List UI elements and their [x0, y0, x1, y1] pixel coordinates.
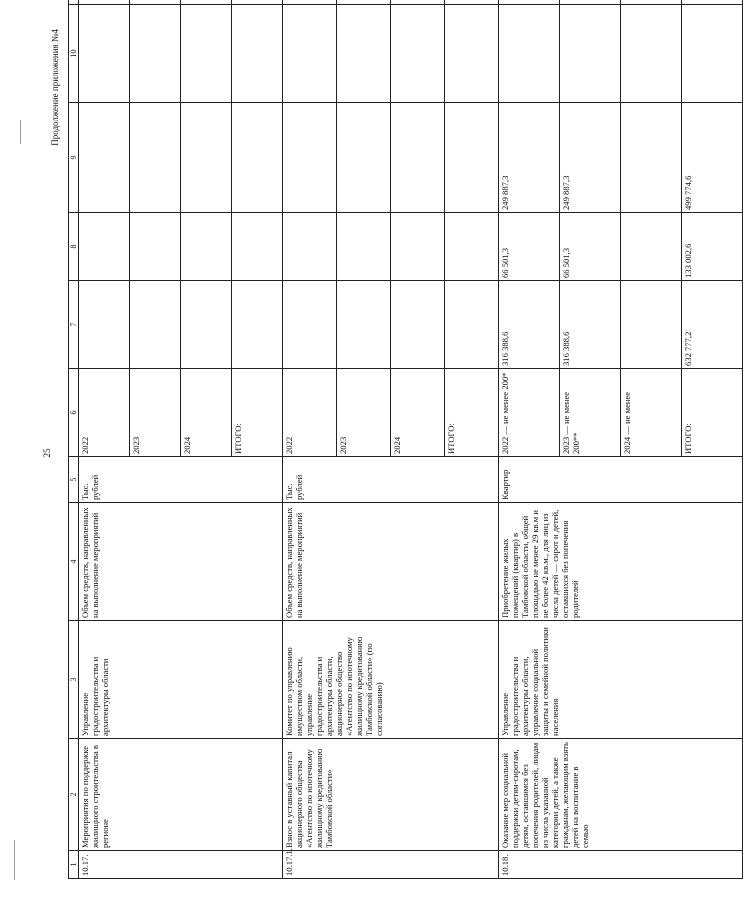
indicator: Приобретение жилых помещений (квартир) в Тамбовской области, общей площадью не менее 29 кв.м и не более 42 кв.м., для лиц из числа детей — сирот и детей, оставшихся без попечения родителей: [499, 502, 743, 620]
value-c11: [499, 0, 560, 4]
col-number: 6: [69, 368, 79, 456]
value-c8: [337, 212, 391, 280]
value-c9: [130, 102, 181, 212]
value-c8: 133 002,6: [682, 212, 743, 280]
period-total: ИТОГО:: [232, 368, 283, 456]
value-c9: 249 887,3: [499, 102, 560, 212]
table-row: [79, 0, 130, 878]
value-c10: [283, 4, 337, 102]
rotated-page-content: [40, 23, 693, 883]
value-c8: [181, 212, 232, 280]
period: 2024: [391, 368, 445, 456]
value-c11: [283, 0, 337, 4]
value-c11: [682, 0, 743, 4]
period: 2024: [181, 368, 232, 456]
value-c10: [445, 4, 499, 102]
value-c7: [79, 280, 130, 368]
value-c10: [682, 4, 743, 102]
program-measures-table: [68, 0, 743, 879]
value-c10: [560, 4, 621, 102]
indicator: Объем средств, направленных на выполнение мероприятий: [283, 502, 499, 620]
period: 2022: [79, 368, 130, 456]
col-number: 3: [69, 620, 79, 738]
period: 2022: [283, 368, 337, 456]
page-number: 25: [42, 448, 52, 457]
value-c7: 316 388,6: [499, 280, 560, 368]
col-number: 2: [69, 738, 79, 850]
col-number: 4: [69, 502, 79, 620]
value-c9: [391, 102, 445, 212]
value-c8: [283, 212, 337, 280]
value-c7: [445, 280, 499, 368]
measure-name: Мероприятия по поддержке жилищного строительства в регионе: [79, 738, 283, 850]
period-total: ИТОГО:: [445, 368, 499, 456]
value-c9: [621, 102, 682, 212]
value-c7: [130, 280, 181, 368]
col-number: 5: [69, 456, 79, 502]
value-c10: [232, 4, 283, 102]
col-number: [69, 0, 79, 4]
value-c7: [232, 280, 283, 368]
col-number: 1: [69, 850, 79, 878]
value-c10: [130, 4, 181, 102]
value-c10: [181, 4, 232, 102]
col-number: 9: [69, 102, 79, 212]
period: 2023 — не менее 200**: [560, 368, 621, 456]
value-c10: [391, 4, 445, 102]
value-c9: [79, 102, 130, 212]
measure-name: Взнос в уставный капитал акционерного общества «Агентство по ипотечному жилищному кредитованию Тамбовской области»: [283, 738, 499, 850]
value-c7: [391, 280, 445, 368]
measure-name: Оказание мер социальной поддержки детям-сиротам, детям, оставшимся без попечения родителей, лицам из числа указанной категории детей, а также гражданам, желающим взять детей на воспитание в семью: [499, 738, 743, 850]
value-c11: [391, 0, 445, 4]
value-c11: [445, 0, 499, 4]
page-header: [40, 23, 70, 883]
table-row: [499, 0, 560, 878]
executor: Управление градостроительства и архитектуры области, управление социальной защиты и семейной политики населения: [499, 620, 743, 738]
value-c8: [621, 212, 682, 280]
executor: Управление градостроительства и архитектуры области: [79, 620, 283, 738]
value-c11: [130, 0, 181, 4]
period-total: ИТОГО:: [682, 368, 743, 456]
value-c8: [130, 212, 181, 280]
appendix-continuation-note: Продолжение приложения №4: [50, 28, 60, 146]
unit: Тыс. рублей: [79, 456, 283, 502]
unit: Квартир: [499, 456, 743, 502]
value-c8: [391, 212, 445, 280]
unit: Тыс. рублей: [283, 456, 499, 502]
indicator: Объем средств, направленных на выполнение мероприятий: [79, 502, 283, 620]
value-c9: [445, 102, 499, 212]
value-c7: 316 388,6: [560, 280, 621, 368]
column-number-row: [69, 0, 79, 878]
value-c10: [499, 4, 560, 102]
period: 2023: [130, 368, 181, 456]
value-c8: 66 501,3: [560, 212, 621, 280]
value-c7: [337, 280, 391, 368]
period: 2024 — не менее: [621, 368, 682, 456]
value-c11: [79, 0, 130, 4]
value-c9: [232, 102, 283, 212]
period: 2022 — не менее 200*: [499, 368, 560, 456]
value-c11: [337, 0, 391, 4]
value-c7: [181, 280, 232, 368]
scan-margin-mark: [20, 120, 21, 144]
value-c7: [283, 280, 337, 368]
value-c10: [79, 4, 130, 102]
col-number: 7: [69, 280, 79, 368]
row-id: 10.17.: [79, 850, 283, 878]
row-id: 10.18.: [499, 850, 743, 878]
value-c9: [181, 102, 232, 212]
value-c9: [337, 102, 391, 212]
value-c8: [79, 212, 130, 280]
value-c7: 632 777,2: [682, 280, 743, 368]
period: 2023: [337, 368, 391, 456]
value-c9: [283, 102, 337, 212]
value-c11: [621, 0, 682, 4]
value-c11: [560, 0, 621, 4]
value-c9: 499 774,6: [682, 102, 743, 212]
value-c10: [621, 4, 682, 102]
value-c8: [232, 212, 283, 280]
table-row: [283, 0, 337, 878]
value-c11: [232, 0, 283, 4]
executor: Комитет по управлению имуществом области, управление градостроительства и архитектуры области, акционерное общество «Агентство по ипотечному жилищному кредитованию Тамбовской области» (по согласованию): [283, 620, 499, 738]
value-c9: 249 887,3: [560, 102, 621, 212]
col-number: 8: [69, 212, 79, 280]
value-c8: [445, 212, 499, 280]
value-c8: 66 501,3: [499, 212, 560, 280]
value-c7: [621, 280, 682, 368]
value-c10: [337, 4, 391, 102]
value-c11: [181, 0, 232, 4]
row-id: 10.17.1.: [283, 850, 499, 878]
col-number: 10: [69, 4, 79, 102]
scan-margin-mark: [14, 840, 15, 880]
